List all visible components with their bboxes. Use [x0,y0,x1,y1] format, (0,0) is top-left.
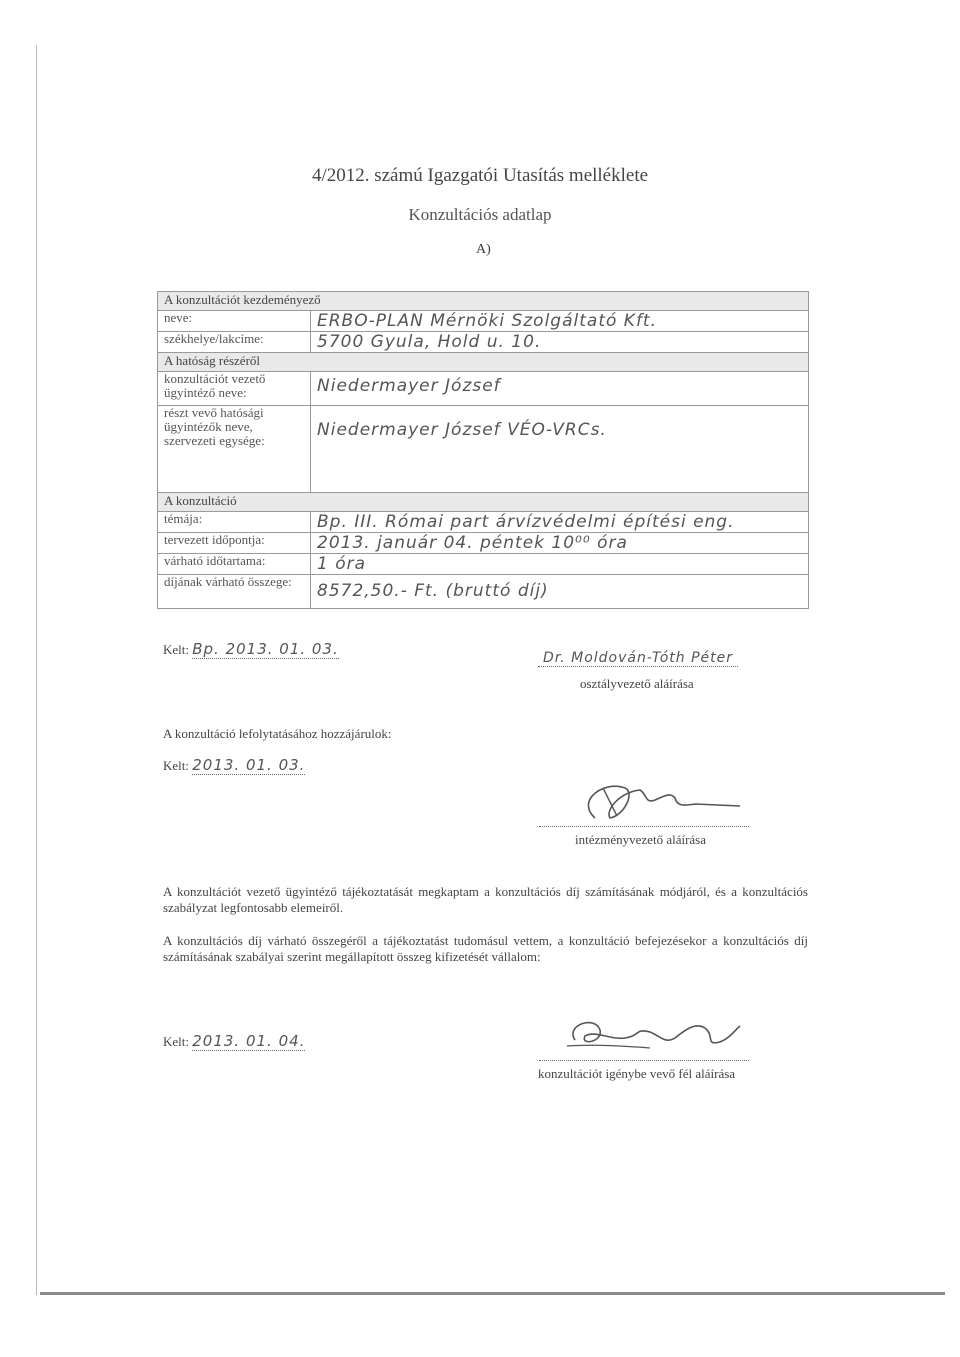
kelt-1 [163,640,339,658]
initiator-address-label: székhelye/lakcíme: [158,332,311,353]
date-label: tervezett időpontja: [158,533,311,554]
fee-label: díjának várható összege: [158,575,311,609]
authority-heading: A hatóság részéről [158,353,809,372]
consent-text: A konzultáció lefolytatásához hozzájárulok: [163,726,392,741]
initiator-heading: A konzultációt kezdeményező [158,292,809,311]
signature-2-line [539,826,749,827]
kelt-3-label: Kelt: [163,1034,189,1049]
lead-official-label: konzultációt vezető ügyintéző neve: [158,372,311,406]
signature-3-line [539,1060,749,1061]
topic-label: témája: [158,512,311,533]
document-title: 4/2012. számú Igazgatói Utasítás melléklete [311,165,649,186]
signature-2-caption: intézményvezető aláírása [575,832,707,847]
participants-label: részt vevő hatósági ügyintézők neve, szervezeti egysége: [158,406,311,496]
duration-value: 1 óra [311,554,809,575]
client-signature [555,1010,755,1060]
statement-paragraph-2: A konzultációs díj várható összegéről a tájékoztatást tudomásul vettem, a konzultáció befejezésekor a konzultációs díj számításának szabályai szerint megállapított összeg kifizetését vállalom: [163,933,808,964]
initiator-authority-table [157,291,809,496]
section-mark: A) [476,242,491,257]
kelt-3 [163,1032,305,1050]
date-value: 2013. január 04. péntek 10⁰⁰ óra [311,533,809,554]
scan-edge-left [36,45,37,1295]
kelt-1-value: Bp. 2013. 01. 03. [192,640,339,658]
consultation-heading: A konzultáció [158,493,809,512]
topic-value: Bp. III. Római part árvízvédelmi építési eng. [311,512,809,533]
initiator-name-value: ERBO-PLAN Mérnöki Szolgáltató Kft. [311,311,809,332]
statement-paragraph-1: A konzultációt vezető ügyintéző tájékoztatását megkaptam a konzultációs díj számításának módjáról, és a konzultációs szabályzat legfontosabb elemeiről. [163,884,808,915]
kelt-1-label: Kelt: [163,642,189,657]
kelt-3-value: 2013. 01. 04. [192,1032,306,1050]
fee-value: 8572,50.- Ft. (bruttó díj) [311,575,809,609]
kelt-2 [163,756,305,774]
consultation-table [157,492,809,609]
initiator-name-label: neve: [158,311,311,332]
document-subtitle: Konzultációs adatlap [408,205,552,224]
scan-edge-bottom [40,1292,945,1295]
initiator-address-value: 5700 Gyula, Hold u. 10. [311,332,809,353]
signature-3-caption: konzultációt igénybe vevő fél aláírása [538,1066,736,1081]
kelt-2-label: Kelt: [163,758,189,773]
duration-label: várható időtartama: [158,554,311,575]
institution-head-signature [565,770,765,830]
signer-name: Dr. Moldován-Tóth Péter [538,650,738,667]
signature-1-caption: osztályvezető aláírása [580,676,694,691]
kelt-2-value: 2013. 01. 03. [192,756,306,774]
lead-official-value: Niedermayer József [311,372,809,406]
participants-value: Niedermayer József VÉO-VRCs. [311,406,809,496]
